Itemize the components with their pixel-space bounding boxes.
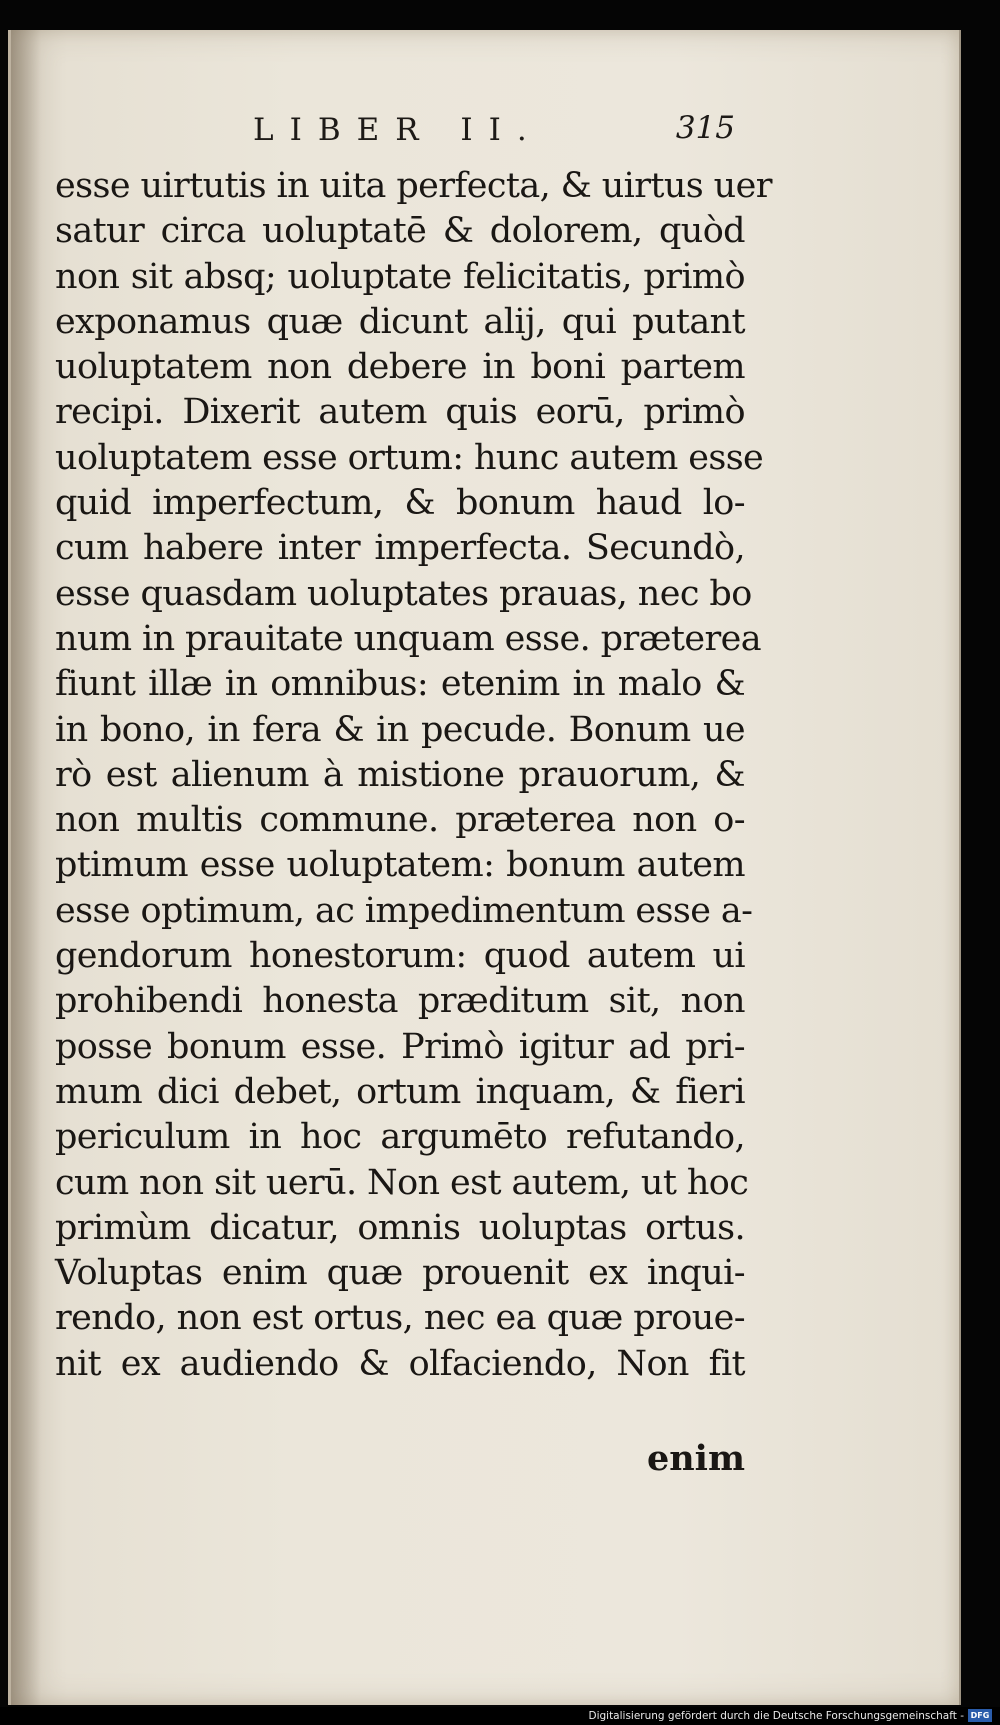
text-block (55, 164, 772, 1387)
text-line: posse bonum esse. Primò igitur ad pri- (55, 1026, 745, 1067)
text-line: recipi. Dixerit autem quis eorū, primò (55, 392, 745, 433)
text-line: cum habere inter imperfecta. Secundò, (55, 528, 745, 569)
catchword: enim (646, 1438, 745, 1479)
text-line: esse optimum, ac impedimentum esse a- (55, 890, 753, 931)
page-number: 315 (675, 110, 735, 146)
text-line: rò est alienum à mistione prauorum, & (55, 754, 745, 795)
book-page (8, 30, 961, 1705)
text-line: fiunt illæ in omnibus: etenim in malo & (55, 664, 745, 705)
text-line: esse uirtutis in uita perfecta, & uirtus uer (55, 166, 772, 206)
text-line: mum dici debet, ortum inquam, & fieri (55, 1071, 745, 1112)
text-line: uoluptatem esse ortum: hunc autem esse (55, 437, 764, 478)
text-line: periculum in hoc argumēto refutando, (55, 1117, 745, 1158)
text-line: nit ex audiendo & olfaciendo, Non fit (55, 1343, 745, 1384)
footer-bar (0, 1707, 1000, 1725)
text-line: exponamus quæ dicunt alij, qui putant (55, 301, 745, 342)
running-title: LIBER II. (253, 112, 543, 148)
text-line: rendo, non est ortus, nec ea quæ proue- (55, 1298, 745, 1339)
text-line: primùm dicatur, omnis uoluptas ortus. (55, 1207, 745, 1248)
text-line: esse quasdam uoluptates prauas, nec bo (55, 573, 752, 614)
text-line: cum non sit uerū. Non est autem, ut hoc (55, 1162, 749, 1203)
text-line: non multis commune. præterea non o- (55, 800, 745, 841)
page-gutter-shadow (11, 30, 41, 1705)
running-head (55, 112, 735, 158)
text-line: satur circa uoluptatē & dolorem, quòd (55, 211, 745, 252)
footer-credit: Digitalisierung gefördert durch die Deutsche Forschungsgemeinschaft - (588, 1710, 964, 1722)
text-line: ptimum esse uoluptatem: bonum autem (55, 845, 745, 886)
text-line: num in prauitate unquam esse. præterea (55, 618, 761, 659)
text-line: quid imperfectum, & bonum haud lo- (55, 483, 745, 524)
text-line: prohibendi honesta præditum sit, non (55, 981, 745, 1022)
text-line: non sit absq; uoluptate felicitatis, primò (55, 256, 745, 297)
dfg-logo-icon[interactable]: DFG (968, 1709, 992, 1722)
text-line: Voluptas enim quæ prouenit ex inqui- (55, 1253, 745, 1294)
text-line: gendorum honestorum: quod autem ui (55, 936, 745, 977)
text-line: uoluptatem non debere in boni partem (55, 347, 745, 388)
text-line: in bono, in fera & in pecude. Bonum ue (55, 709, 745, 750)
